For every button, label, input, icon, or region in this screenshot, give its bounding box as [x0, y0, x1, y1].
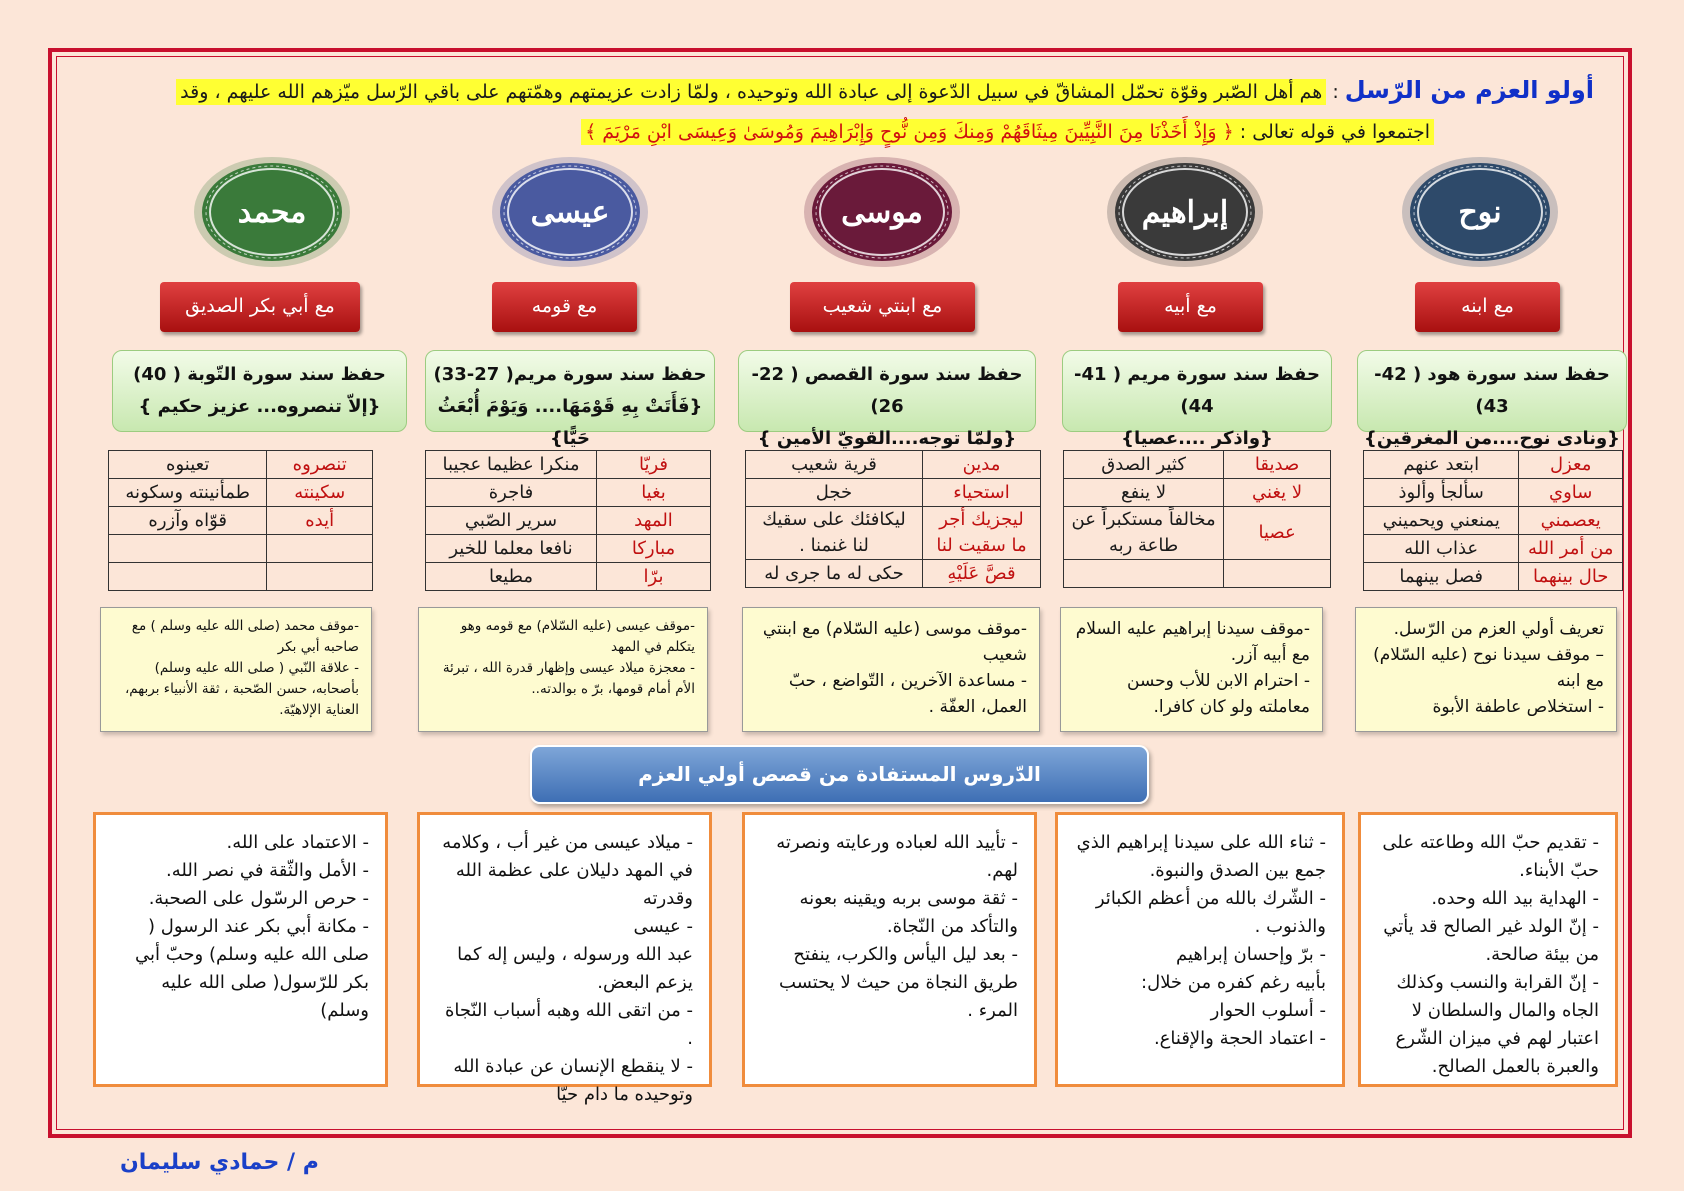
- lesson-item: - تأييد الله لعباده ورعايته ونصرته لهم.: [776, 832, 1018, 881]
- note-line: - معجزة ميلاد عيسى وإظهار قدرة الله ، تبرئة الأم أمام قومها، برّ ه بوالدته..: [442, 660, 695, 697]
- vocabulary-meaning: سألجأ وألوذ: [1364, 479, 1519, 507]
- vocabulary-table: [1063, 450, 1331, 588]
- vocabulary-row: [746, 479, 1041, 507]
- vocabulary-word: تنصروه: [267, 451, 373, 479]
- vocabulary-meaning: مطيعا: [426, 563, 597, 591]
- vocabulary-word: ساوي: [1519, 479, 1623, 507]
- vocabulary-meaning: فصل بينهما: [1364, 563, 1519, 591]
- surah-verse-range: {ولمّا توجه....القويّ الأمين }: [757, 428, 1017, 449]
- vocabulary-table: [425, 450, 711, 591]
- note-line: - مساعدة الآخرين ، التّواضع ، حبّ العمل، العفّة .: [788, 671, 1027, 717]
- story-notes: [1355, 607, 1617, 732]
- lessons-box: [1055, 812, 1345, 1087]
- prophet-medallion: [1400, 155, 1560, 270]
- lessons-box: [93, 812, 388, 1087]
- story-notes: [418, 607, 708, 732]
- vocabulary-word: يعصمني: [1519, 507, 1623, 535]
- vocabulary-word: [1224, 560, 1331, 588]
- vocabulary-word: عصيا: [1224, 507, 1331, 560]
- medallion-name: محمد: [237, 195, 307, 230]
- medallion-name: عيسى: [530, 195, 610, 230]
- intro-line-1: هم أهل الصّبر وقوّة تحمّل المشاقّ في سبيل الدّعوة إلى عبادة الله وتوحيده ، ولمّا زادت عزيمتهم وهمّتهم على باقي الرّسل ميّزهم الله عليهم ، وقد: [176, 79, 1326, 105]
- vocabulary-row: [426, 563, 711, 591]
- medallion-name: إبراهيم: [1141, 195, 1229, 230]
- vocabulary-meaning: قرية شعيب: [746, 451, 923, 479]
- medallion-name: نوح: [1458, 195, 1502, 230]
- lesson-item: - إنّ الولد غير الصالح قد يأتي من بيئة صالحة.: [1383, 916, 1599, 965]
- vocabulary-row: [426, 535, 711, 563]
- vocabulary-meaning: [109, 535, 267, 563]
- lesson-item: - برّ وإحسان إبراهيم: [1175, 944, 1326, 965]
- surah-box: [1357, 350, 1627, 449]
- vocabulary-row: [746, 560, 1041, 588]
- surah-reference: حفظ سند سورة التّوبة ( 40): [133, 364, 386, 385]
- vocabulary-row: [746, 451, 1041, 479]
- lessons-box: [1358, 812, 1618, 1087]
- vocabulary-word: معزل: [1519, 451, 1623, 479]
- vocabulary-word: لا يغني: [1224, 479, 1331, 507]
- story-ribbon: مع أبيه: [1118, 282, 1263, 332]
- vocabulary-meaning: [1064, 560, 1224, 588]
- vocabulary-meaning: عذاب الله: [1364, 535, 1519, 563]
- author-credit: م / حمادي سليمان: [120, 1150, 319, 1175]
- vocabulary-row: [109, 479, 373, 507]
- vocabulary-row: [1364, 563, 1623, 591]
- vocabulary-row: [109, 535, 373, 563]
- note-line: -موقف عيسى (عليه السّلام) مع قومه وهو يتكلم في المهد: [460, 618, 695, 655]
- vocabulary-row: [1064, 507, 1331, 560]
- vocabulary-meaning: كثير الصدق: [1064, 451, 1224, 479]
- surah-verse-range: {واذكر ....عصيا}: [1121, 428, 1273, 449]
- vocabulary-row: [109, 563, 373, 591]
- note-line: -موقف موسى (عليه السّلام) مع ابنتي شعيب: [762, 619, 1027, 665]
- lessons-banner: الدّروس المستفادة من قصص أولي العزم: [530, 745, 1149, 804]
- lesson-item: - الاعتماد على الله.: [226, 832, 369, 853]
- story-notes: [742, 607, 1040, 732]
- story-ribbon: مع قومه: [492, 282, 637, 332]
- vocabulary-table: [745, 450, 1041, 588]
- vocabulary-meaning: فاجرة: [426, 479, 597, 507]
- lesson-item: - تقديم حبّ الله وطاعته على حبّ الأبناء.: [1382, 832, 1599, 881]
- lesson-item: - أسلوب الحوار: [1210, 1000, 1326, 1021]
- vocabulary-row: [1364, 507, 1623, 535]
- vocabulary-word: برّا: [597, 563, 711, 591]
- surah-verse-range: {فَأَتَتْ بِهِ قَوْمَهَا.... وَيَوْمَ أُبْعَثُ حَيًّا}: [437, 396, 703, 449]
- vocabulary-word: ليجزيك أجر ما سقيت لنا: [923, 507, 1041, 560]
- note-line: تعريف أولي العزم من الرّسل.: [1393, 619, 1604, 639]
- lesson-item: - عيسى: [633, 916, 693, 937]
- vocabulary-word: أيده: [267, 507, 373, 535]
- surah-verse-range: {إلاّ تنصروه... عزيز حكيم }: [138, 396, 381, 417]
- vocabulary-meaning: يمنعني ويحميني: [1364, 507, 1519, 535]
- vocabulary-meaning: خجل: [746, 479, 923, 507]
- vocabulary-word: فريّا: [597, 451, 711, 479]
- vocabulary-word: صديقا: [1224, 451, 1331, 479]
- vocabulary-word: بغيا: [597, 479, 711, 507]
- note-line: - استخلاص عاطفة الأبوة: [1432, 697, 1604, 717]
- lesson-item: - الأمل والثّقة في نصر الله.: [166, 860, 369, 881]
- vocabulary-meaning: [109, 563, 267, 591]
- lesson-item: - مكانة أبي بكر عند الرسول ( صلى الله عليه وسلم) وحبّ أبي بكر للرّسول( صلى الله عليه وسلم): [135, 916, 369, 1021]
- vocabulary-word: حال بينهما: [1519, 563, 1623, 591]
- note-line: - احترام الابن للأب وحسن معاملته ولو كان كافرا.: [1127, 671, 1310, 717]
- vocabulary-meaning: نافعا معلما للخير: [426, 535, 597, 563]
- vocabulary-row: [1364, 479, 1623, 507]
- surah-box: [112, 350, 407, 432]
- vocabulary-row: [1364, 535, 1623, 563]
- surah-box: [1062, 350, 1332, 449]
- vocabulary-meaning: سرير الصّبي: [426, 507, 597, 535]
- surah-reference: حفظ سند سورة مريم( 27-33): [433, 364, 707, 385]
- note-line: - علاقة النّبي ( صلى الله عليه وسلم) بأصحابه، حسن الصّحبة ، ثقة الأنبياء بربهم، العناية الإلاهيّة.: [124, 660, 359, 718]
- vocabulary-word: سكينته: [267, 479, 373, 507]
- story-ribbon: مع ابنتي شعيب: [790, 282, 975, 332]
- vocabulary-row: [1064, 451, 1331, 479]
- lesson-item: - اعتماد الحجة والإقناع.: [1153, 1028, 1326, 1049]
- vocabulary-row: [109, 451, 373, 479]
- story-notes: [100, 607, 372, 732]
- intro-line-2: اجتمعوا في قوله تعالى : ﴿ وَإِذْ أَخَذْنَا مِنَ النَّبِيِّينَ مِيثَاقَهُمْ وَمِنكَ وَمِن نُّوحٍ وَإِبْرَاهِيمَ وَمُوسَىٰ وَعِيسَى ابْنِ مَرْيَمَ ﴾: [581, 119, 1434, 145]
- lesson-item: بأبيه رغم كفره من خلال:: [1141, 972, 1326, 993]
- medallion-name: موسى: [841, 195, 923, 230]
- vocabulary-meaning: طمأنينته وسكونه: [109, 479, 267, 507]
- vocabulary-word: استحياء: [923, 479, 1041, 507]
- vocabulary-row: [109, 507, 373, 535]
- vocabulary-row: [426, 451, 711, 479]
- vocabulary-word: مدين: [923, 451, 1041, 479]
- lesson-item: - إنّ القرابة والنسب وكذلك الجاه والمال والسلطان لا اعتبار لهم في ميزان الشّرع والعبرة بالعمل الصالح.: [1395, 972, 1599, 1077]
- vocabulary-row: [1064, 479, 1331, 507]
- vocabulary-row: [1364, 451, 1623, 479]
- note-line: -موقف محمد (صلى الله عليه وسلم ) مع صاحبه أبي بكر: [131, 618, 359, 655]
- surah-reference: حفظ سند سورة مريم ( 41-44): [1074, 364, 1320, 417]
- vocabulary-table: [108, 450, 373, 591]
- vocabulary-meaning: مخالفاً مستكبراً عن طاعة ربه: [1064, 507, 1224, 560]
- lesson-item: - ثناء الله على سيدنا إبراهيم الذي جمع بين الصدق والنبوة.: [1076, 832, 1326, 881]
- prophet-medallion: [802, 155, 962, 270]
- lesson-item: - لا ينقطع الإنسان عن عبادة الله وتوحيده ما دام حيّا: [453, 1056, 693, 1105]
- prophet-medallion: [192, 155, 352, 270]
- page-title: أولو العزم من الرّسل: [1344, 76, 1594, 104]
- lesson-item: - الشّرك بالله من أعظم الكبائر والذنوب .: [1095, 888, 1326, 937]
- prophet-medallion: [1105, 155, 1265, 270]
- story-ribbon: مع ابنه: [1415, 282, 1560, 332]
- vocabulary-meaning: تعينوه: [109, 451, 267, 479]
- lesson-item: - ثقة موسى بربه ويقينه بعونه والتأكد من النّجاة.: [799, 888, 1018, 937]
- vocabulary-row: [426, 507, 711, 535]
- vocabulary-meaning: ليكافئك على سقيك لنا غنمنا .: [746, 507, 923, 560]
- lessons-box: [417, 812, 712, 1105]
- surah-reference: حفظ سند سورة القصص ( 22-26): [751, 364, 1023, 417]
- story-ribbon: مع أبي بكر الصديق: [160, 282, 360, 332]
- vocabulary-row: [1064, 560, 1331, 588]
- lesson-item: - حرص الرسّول على الصحبة.: [148, 888, 369, 909]
- vocabulary-meaning: حكى له ما جرى له: [746, 560, 923, 588]
- vocabulary-word: من أمر الله: [1519, 535, 1623, 563]
- surah-verse-range: {ونادى نوح....من المغرقين}: [1364, 428, 1620, 449]
- vocabulary-row: [426, 479, 711, 507]
- vocabulary-meaning: قوّاه وآزره: [109, 507, 267, 535]
- vocabulary-word: مباركا: [597, 535, 711, 563]
- lesson-item: - من اتقى الله وهبه أسباب النّجاة .: [444, 1000, 693, 1049]
- lesson-item: - ميلاد عيسى من غير أب ، وكلامه في المهد دليلان على عظمة الله وقدرته: [442, 832, 693, 909]
- vocabulary-table: [1363, 450, 1623, 591]
- vocabulary-meaning: منكرا عظيما عجيبا: [426, 451, 597, 479]
- surah-box: [425, 350, 715, 449]
- vocabulary-word: المهد: [597, 507, 711, 535]
- lesson-item: عبد الله ورسوله ، وليس إله كما يزعم البعض.: [457, 944, 693, 993]
- note-line: -موقف سيدنا إبراهيم عليه السلام مع أبيه آزر.: [1075, 619, 1310, 665]
- surah-reference: حفظ سند سورة هود ( 42-43): [1374, 364, 1610, 417]
- vocabulary-word: قصَّ عَلَيْهِ: [923, 560, 1041, 588]
- prophet-medallion: [490, 155, 650, 270]
- surah-box: [738, 350, 1036, 449]
- note-line: – موقف سيدنا نوح (عليه السّلام) مع ابنه: [1373, 645, 1604, 691]
- vocabulary-row: [746, 507, 1041, 560]
- vocabulary-word: [267, 535, 373, 563]
- vocabulary-word: [267, 563, 373, 591]
- story-notes: [1060, 607, 1323, 732]
- vocabulary-meaning: ابتعد عنهم: [1364, 451, 1519, 479]
- lesson-item: - الهداية بيد الله وحده.: [1431, 888, 1599, 909]
- vocabulary-meaning: لا ينفع: [1064, 479, 1224, 507]
- intro-header: أولو العزم من الرّسل : هم أهل الصّبر وقوّة تحمّل المشاقّ في سبيل الدّعوة إلى عبادة الله وتوحيده ، ولمّا زادت عزيمتهم وهمّتهم على باقي الرّسل ميّزهم الله عليهم ، وقد اجتمعوا في قوله تعالى : ﴿ وَإِذْ أَخَذْنَا مِنَ النَّبِيِّينَ مِيثَاقَهُمْ وَمِنكَ وَمِن نُّوحٍ وَإِبْرَاهِيمَ وَمُوسَىٰ وَعِيسَى ابْنِ مَرْيَمَ ﴾: [84, 70, 1594, 152]
- lessons-box: [742, 812, 1037, 1087]
- lesson-item: - بعد ليل اليأس والكرب، ينفتح طريق النجاة من حيث لا يحتسب المرء .: [779, 944, 1018, 1021]
- quran-verse: ﴿ وَإِذْ أَخَذْنَا مِنَ النَّبِيِّينَ مِيثَاقَهُمْ وَمِنكَ وَمِن نُّوحٍ وَإِبْرَاهِيمَ وَمُوسَىٰ وَعِيسَى ابْنِ مَرْيَمَ ﴾: [585, 121, 1234, 143]
